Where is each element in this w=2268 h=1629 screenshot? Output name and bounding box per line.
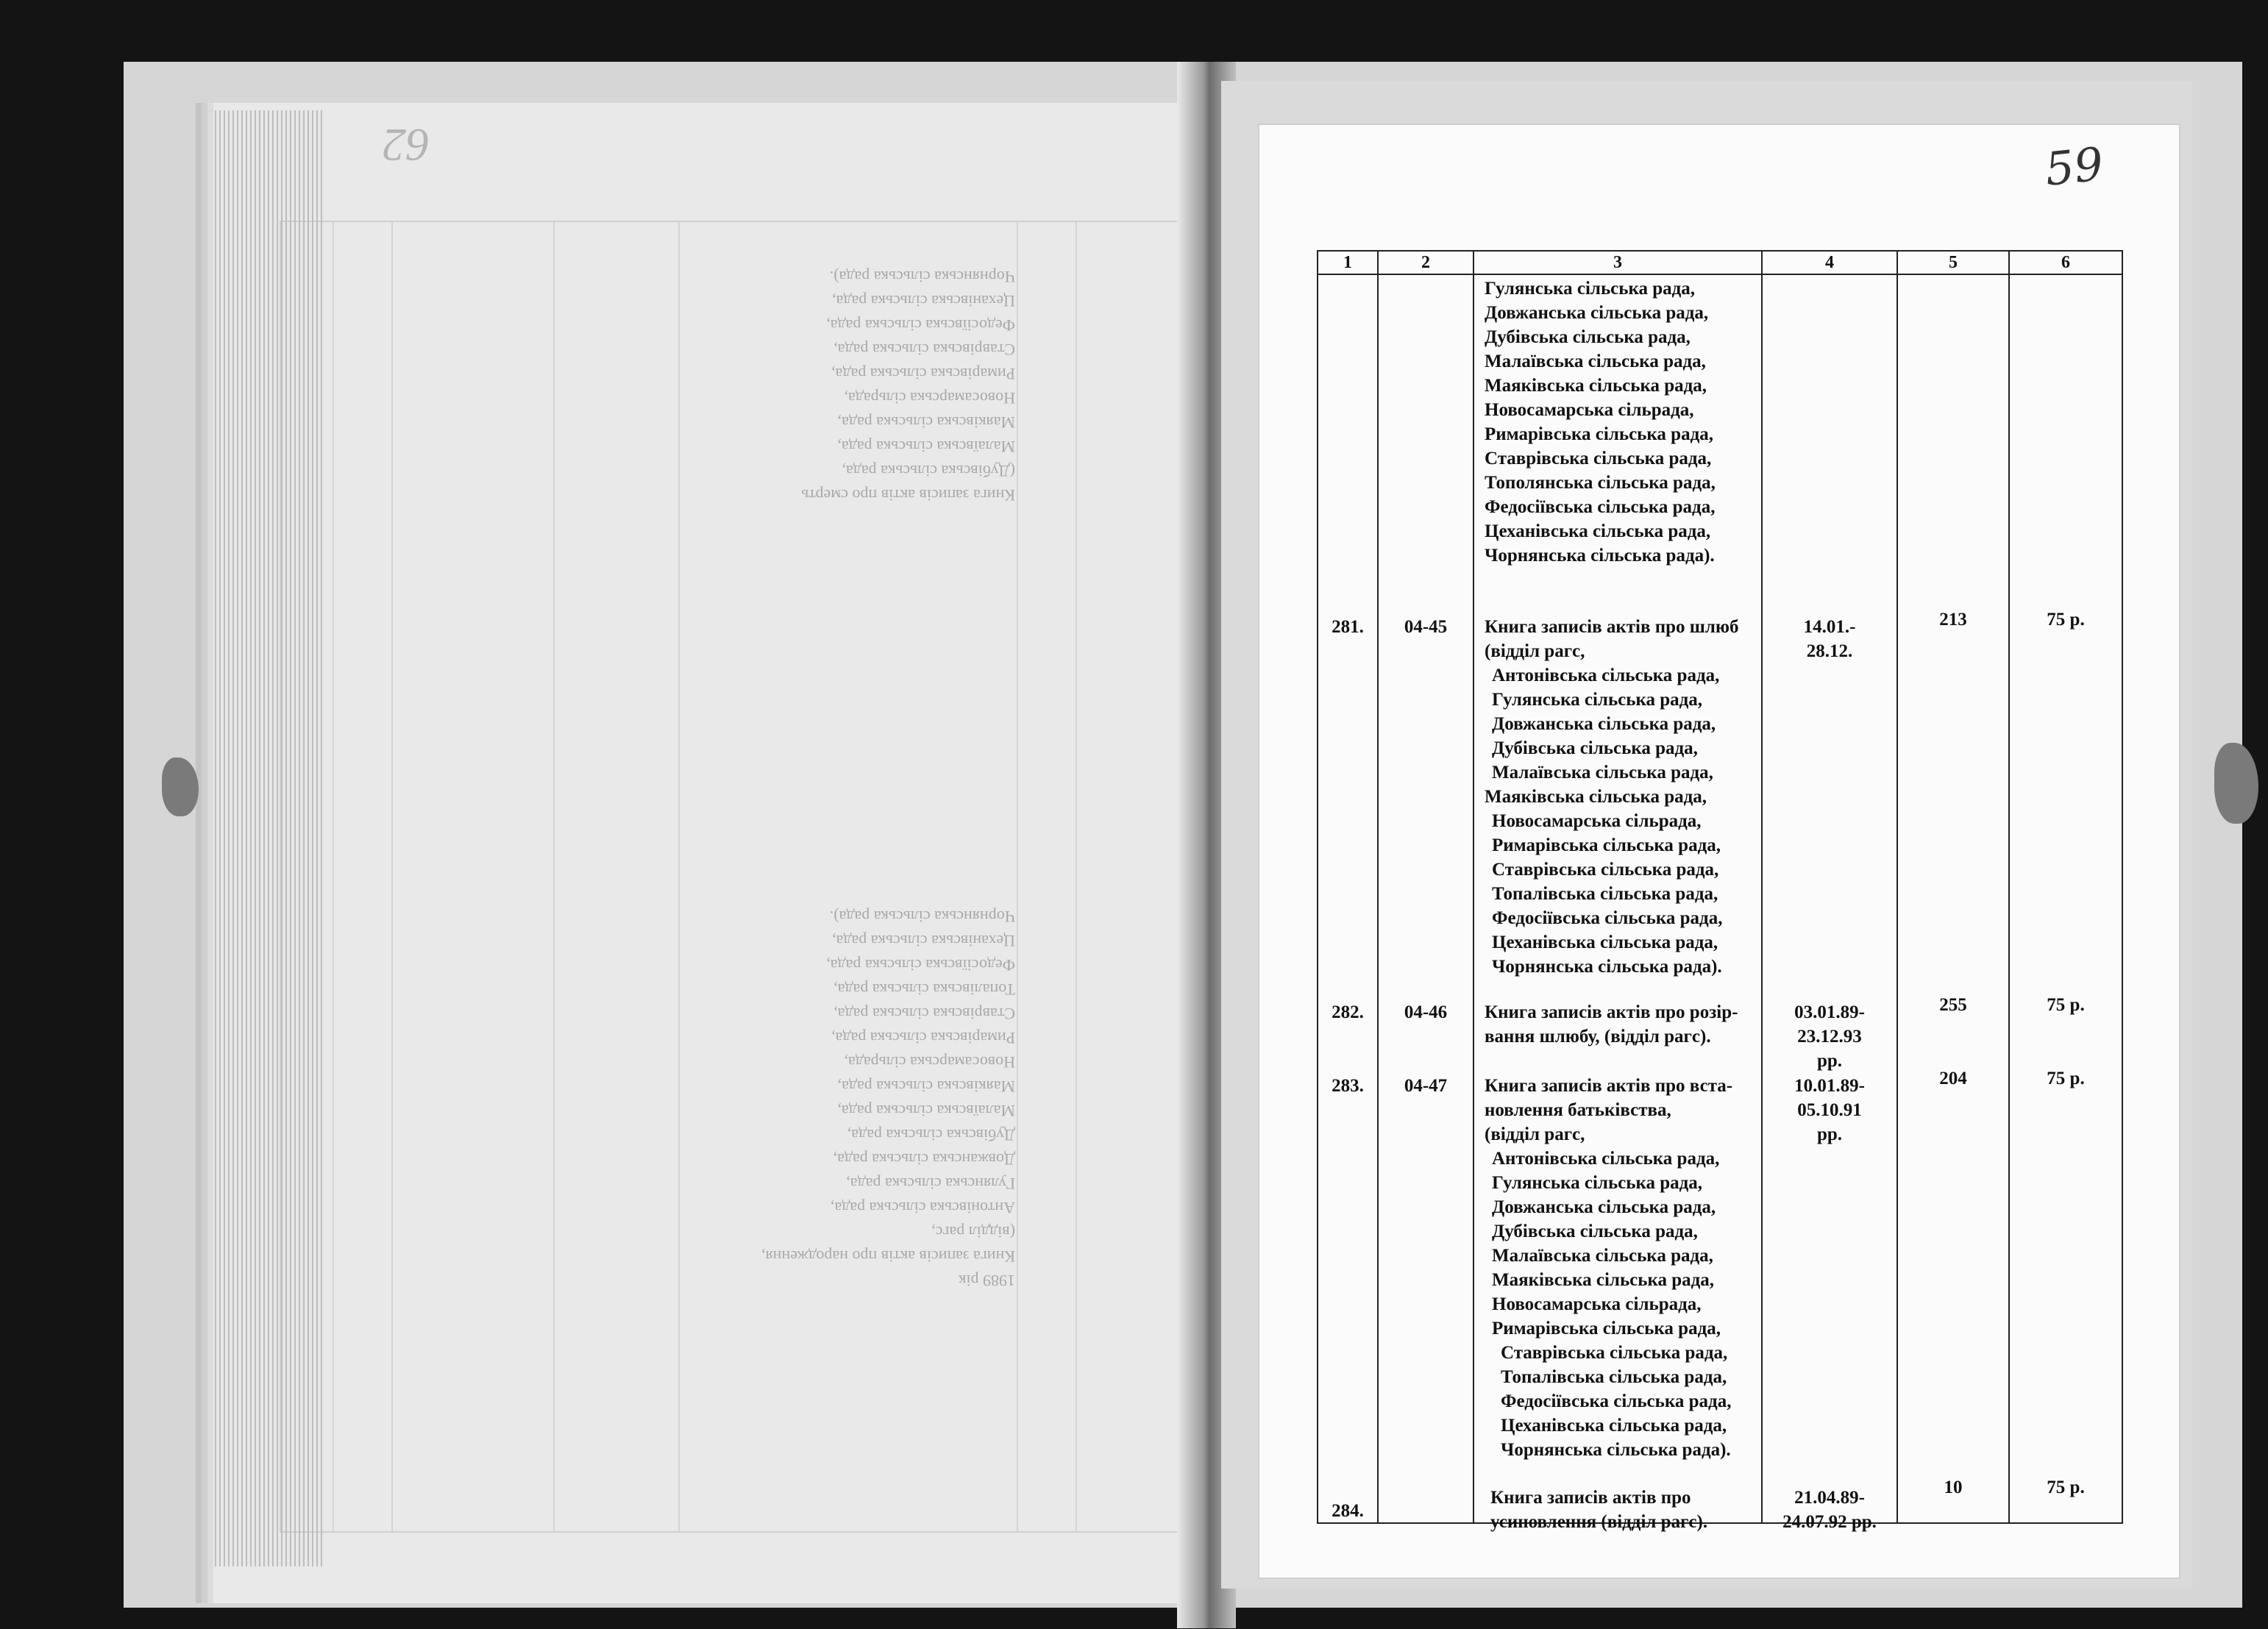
date-range: 10.01.89- 05.10.91 рр. [1794,1076,1865,1144]
binding-clip [2214,743,2258,824]
left-ghost-text-a: Книга записів актів про смерть (Дубівська сільська рада, Малаївська сільська рада, Маяківська сільська рада, Новосамарська сільрада, Римарівська сільська рада, Ставрівська сільська рада, Федосіївська сільська рада, Цеханівська сільська рада, Чорнянська сільська рада). [801,268,1015,505]
table-body-row [1318,274,2122,1523]
column-header: 1 [1318,251,1378,274]
date-range: 14.01.- 28.12. [1803,617,1856,661]
entry-description: Книга записів актів про усиновлення (відділ рагс). [1490,1488,1708,1532]
row-number: 281. [1332,617,1364,637]
table-header-row [1318,251,2122,274]
column-header: 6 [2009,251,2122,274]
left-page-number: 62 [383,119,430,171]
retention-term: 75 р. [2047,995,2085,1015]
column-header: 4 [1762,251,1897,274]
left-ghost-table [280,221,1187,1533]
register-table [1317,250,2123,1532]
fund-code: 04-45 [1404,617,1448,637]
entry-description: Книга записів актів про шлюб (відділ рагс, Антонівська сільська рада, Гулянська сільська рада, Довжанська сільська рада, Дубівська сільська рада, Малаївська сільська рада, Маяківська сільська рада, Новосамарська сільрада, Римарівська сільська рада, Ставрівська сільська рада, Топалівська сільська рада, Федосіївська сільська рада, Цеханівська сільська рада, Чорнянська сільська рада). [1485,617,1739,977]
retention-term: 75 р. [2047,610,2085,630]
fund-code: 04-47 [1404,1076,1448,1096]
entry-description: Книга записів актів про розір- вання шлюбу, (відділ рагс). [1485,1002,1738,1047]
column-fund [1378,274,1474,1523]
column-number [1318,274,1378,1523]
folio-number: 59 [2042,137,2106,196]
retention-term: 75 р. [2047,1069,2085,1088]
column-header: 3 [1474,251,1762,274]
continuation-description: Гулянська сільська рада, Довжанська сільська рада, Дубівська сільська рада, Малаївська сільська рада, Маяківська сільська рада, Новосамарська сільрада, Римарівська сільська рада, Ставрівська сільська рада, Тополянська сільська рада, Федосіївська сільська рада, Цеханівська сільська рада, Чорнянська сільська рада). [1485,279,1716,566]
left-ghost-text-b: 1989 рік Книга записів актів про народження, (відділ рагс, Антонівська сільська рада, Гулянська сільська рада, Довжанська сільська рада, Дубівська сільська рада, Малаївська сільська рада, Маяківська сільська рада, Новосамарська сільрада, Римарівська сільська рада, Ставрівська сільська рада, Топалівська сільська рада, Федосіївська сільська рада, Цеханівська сільська рада, Чорнянська сільська рада). [761,908,1015,1290]
row-number: 282. [1332,1002,1364,1022]
column-header: 2 [1378,251,1474,274]
row-number: 284. [1332,1501,1364,1521]
column-description [1474,274,1762,1532]
row-number: 283. [1332,1076,1364,1096]
column-term [2009,274,2122,1523]
sheet-count: 10 [1944,1477,1963,1497]
column-sheets [1897,274,2009,1523]
entry-description: Книга записів актів про вста- новлення батьківства, (відділ рагс, Антонівська сільська рада, Гулянська сільська рада, Довжанська сільська рада, Дубівська сільська рада, Малаївська сільська рада, Маяківська сільська рада, Новосамарська сільрада, Римарівська сільська рада, Ставрівська сільська рада, Топалівська сільська рада, Федосіївська сільська рада, Цеханівська сільська рада, Чорнянська сільська рада). [1485,1076,1733,1460]
retention-term: 75 р. [2047,1477,2085,1497]
fund-code: 04-46 [1404,1002,1448,1022]
sheet-count: 255 [1939,995,1967,1015]
date-range: 03.01.89- 23.12.93 рр. [1794,1002,1865,1071]
column-header: 5 [1897,251,2009,274]
sheet-count: 204 [1939,1069,1967,1088]
sheet-count: 213 [1939,610,1967,630]
date-range: 21.04.89- 24.07.92 рр. [1782,1488,1877,1532]
column-dates [1762,274,1897,1532]
